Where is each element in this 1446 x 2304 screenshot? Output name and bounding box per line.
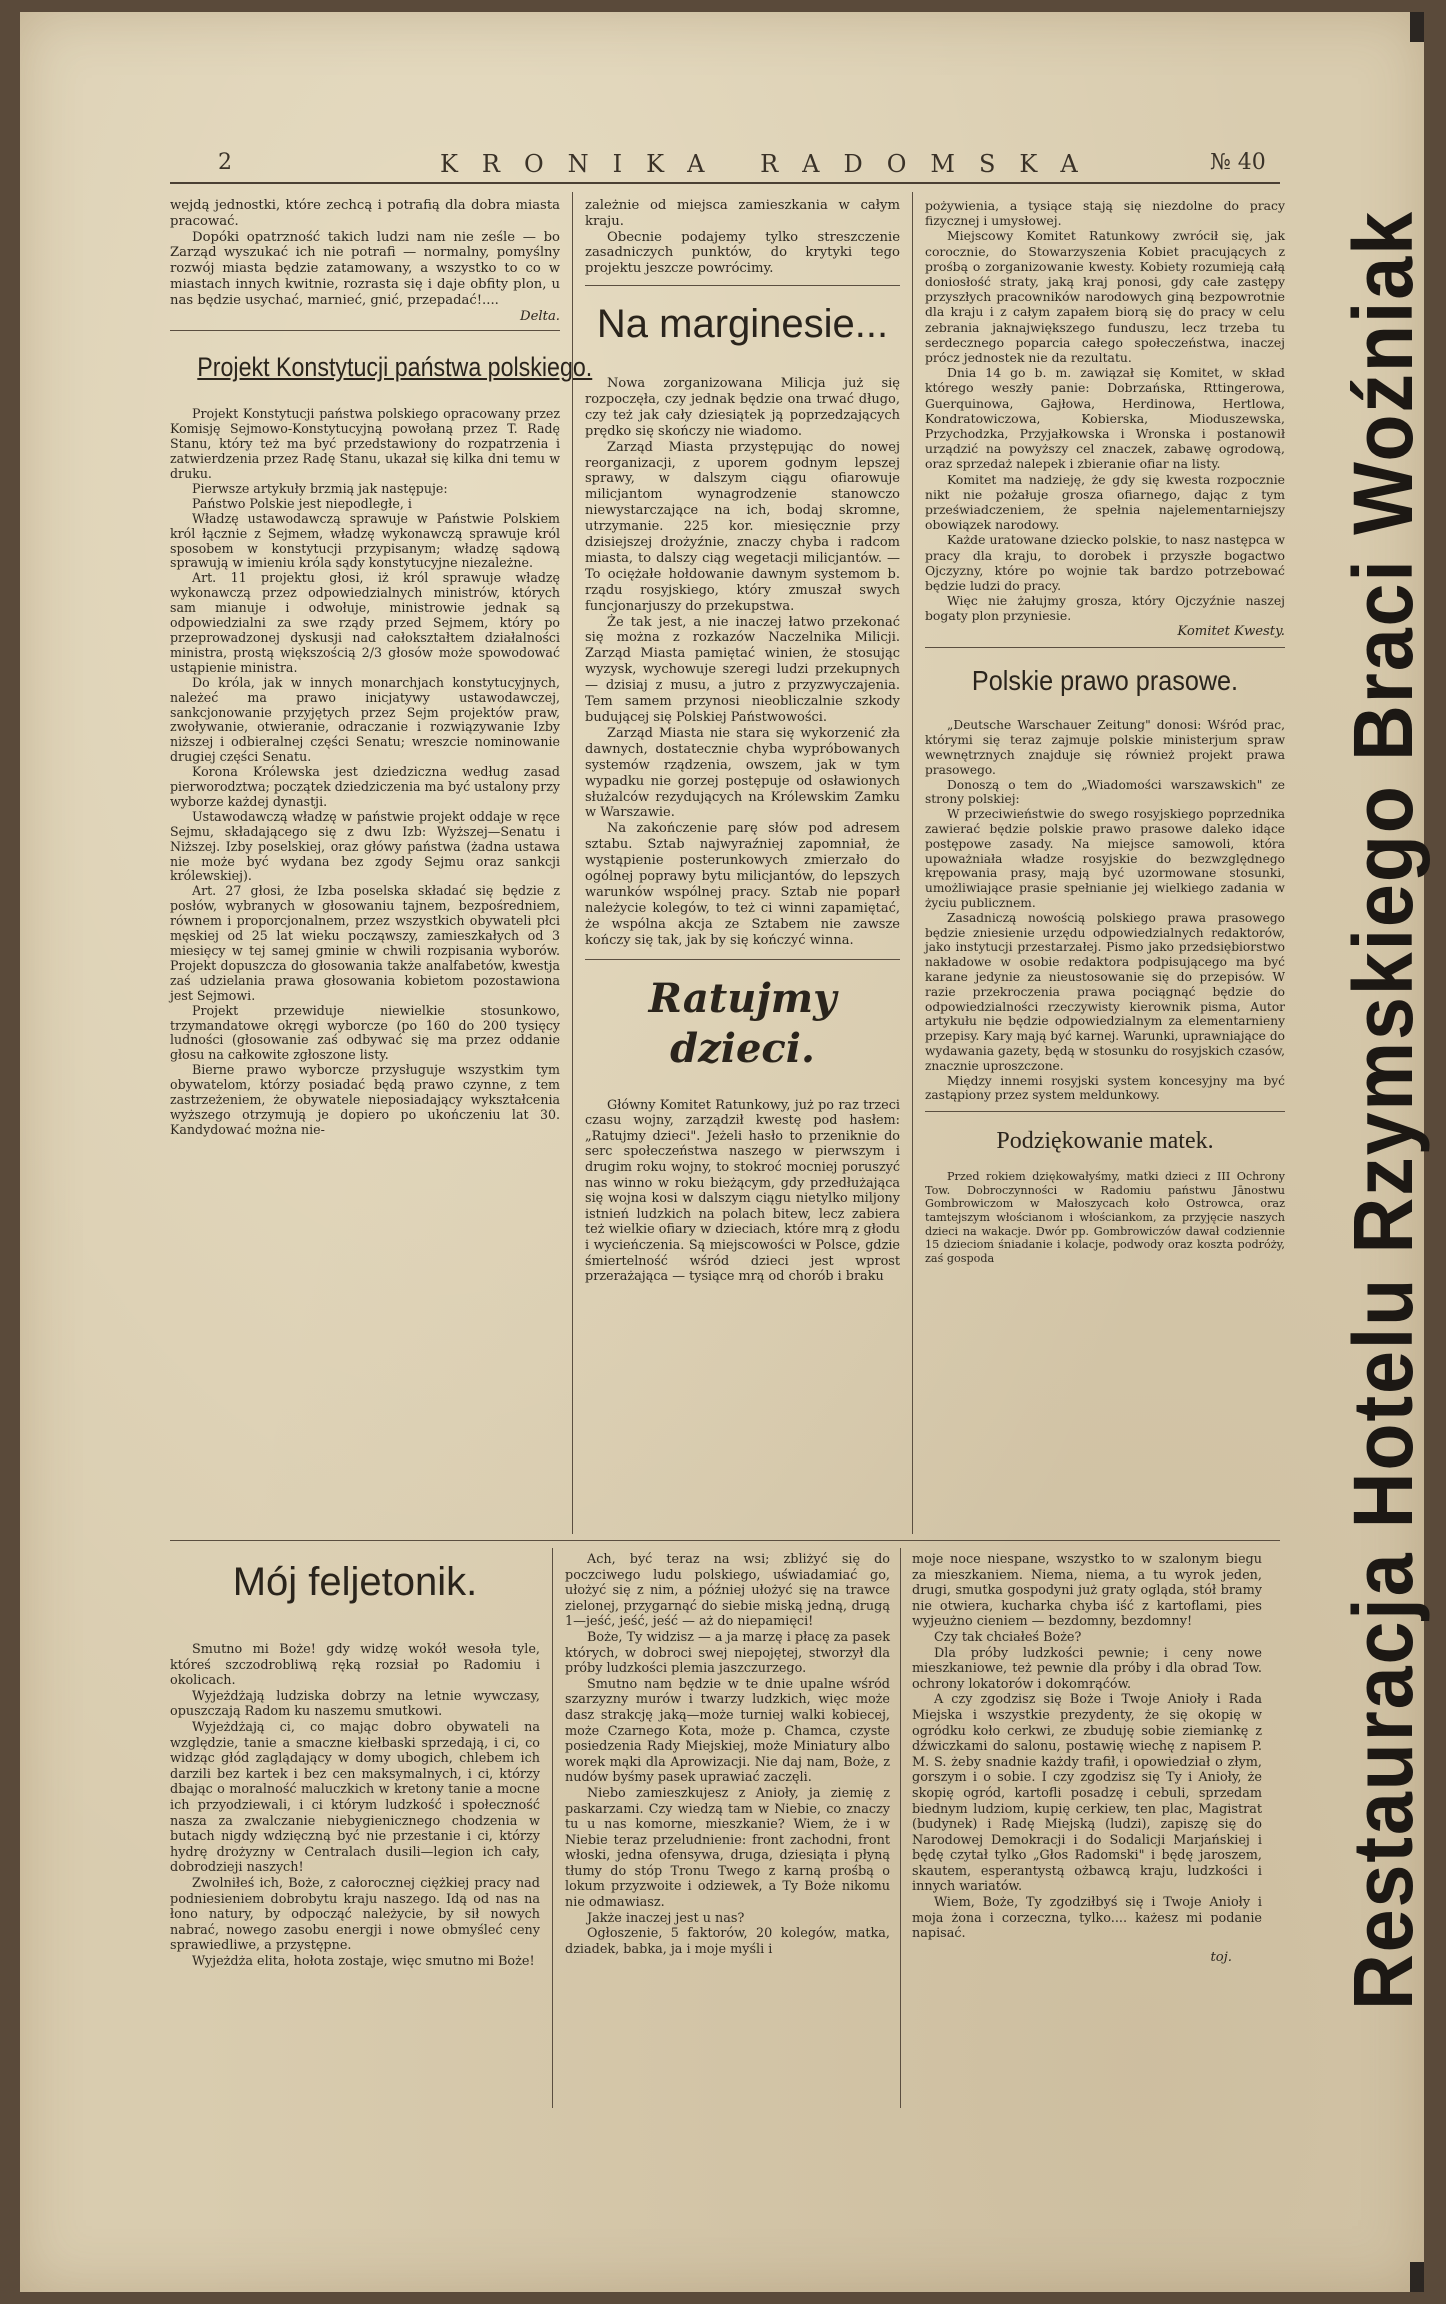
paragraph: Obecnie podajemy tylko streszczenie zasadniczych punktów, do krytyki tego projektu jeszcze powrócimy. (585, 229, 900, 277)
column-3 (925, 198, 1285, 1265)
article-body (925, 1170, 1285, 1265)
paragraph: Dnia 14 go b. m. zawiązał się Komitet, w skład którego weszły panie: Dobrzańska, Rttingerowa, Guerquinowa, Gajłowa, Herdinowa, Hertlowa, Kondratowiczowa, Kobierska, Mioduszewska, Przychodzka, Przyjałkowska i Wronska i postanowił urządzić na powyższy cel znaczek, zabawę ogrodową, oraz sprzedaż nalepek i zbieranie ofiar na listy. (925, 365, 1285, 472)
paragraph: wejdą jednostki, które zechcą i potrafią dla dobra miasta pracować. (170, 198, 560, 229)
signature: Delta. (520, 308, 560, 324)
paragraph: Art. 27 głosi, że Izba poselska składać się będzie z posłów, wybranych w głosowaniu tajnem, bezpośredniem, równem i proporcjonalnem, przez wszystkich obywateli płci męskiej od 25 lat wieku począwszy, zamieszkałych od 3 miesięcy w tej samej gminie w chwili rozpisania wyborów. Projekt dopuszcza do głosowania także analfabetów, kwestja zaś udzielania prawa głosowania kobietom pozostawiona jest Sejmowi. (170, 883, 560, 1003)
page-edge-marker (1410, 2262, 1424, 2292)
signature: toj. (1210, 1949, 1232, 1965)
divider (925, 647, 1285, 648)
paragraph: Że tak jest, a nie inaczej łatwo przekonać się można z rozkazów Naczelnika Milicji. Zarząd Miasta pamiętać winien, że stosując wyzysk, wychowuje szeregi ludzi przekupnych — dzisiaj z musu, a jutro z przyzwyczajenia. Tem samem przynosi nieobliczalnie szkody budującej się Polskiej Państwowości. (585, 614, 900, 726)
paragraph: Zasadniczą nowością polskiego prawa prasowego będzie zniesienie urzędu odpowiedzialnych redaktorów, jako instytucji przestarzałej. Pismo jako przedsiębiorstwo nakładowe w osobie redaktora podpisującego ma być karane jedynie za nieustosowanie się do przepisów. W razie przekroczenia prawa pociągnąć będzie do odpowiedzialności rzeczywisty kierownik pisma, Autor artykułu nie będzie odpowiedzialnym za elementarnieny przepisy. Kary mają być karnej. Warunki, uprawniające do wydawania gazety, będą w stosunku do rosyjskich czasów, znacznie uproszczone. (925, 910, 1285, 1073)
paragraph: Przed rokiem dziękowałyśmy, matki dzieci z III Ochrony Tow. Dobroczynności w Radomiu państwu Jānostwu Gombrowiczom w Małoszycach koło Ostrowca, oraz tamtejszym włościanom i włościankom, za przyjęcie naszych dzieci na wakacje. Dwór pp. Gombrowiczów dawał codziennie 15 dzieciom śniadanie i kolacje, podwody oraz koszta podróży, zaś gospoda (925, 1170, 1285, 1265)
paragraph: Smutno mi Boże! gdy widzę wokół wesoła tyle, któreś szczodrobliwą ręką rozsiał po Radomiu i okolicach. (170, 1642, 540, 1689)
paragraph: Bierne prawo wyborcze przysługuje wszystkim tym obywatelom, którzy posiadać będą prawo czynne, z tem zastrzeżeniem, że obywatele nieposiadający wykształcenia wyższego otrzymują je dopiero po ukończeniu lat 30. Kandydować można nie- (170, 1062, 560, 1137)
paragraph: Nowa zorganizowana Milicja już się rozpoczęła, czy jednak będzie ona trwać długo, czy też jak cały dziesiątek ją poprzedzających prędko się skończy nie wiadomo. (585, 375, 900, 439)
paragraph: Zarząd Miasta nie stara się wykorzenić zła dawnych, dostatecznie chyba wypróbowanych systemów rządzenia, owszem, jak w tym wypadku nie gorzej postępuje od osławionych służalców rezydujących na Królewskim Zamku w Warszawie. (585, 725, 900, 821)
column-divider (552, 1548, 553, 2108)
column-divider (900, 1548, 901, 2108)
paragraph: Jakże inaczej jest u nas? (587, 1910, 745, 1926)
page-number: 2 (218, 150, 232, 175)
feuilleton-body (565, 1552, 890, 1957)
paragraph: W przeciwieństwie do swego rosyjskiego poprzednika zawierać będzie polskie prawo prasowe daleko idące postępowe zasady. Na miejsce samowoli, która upoważniała władze rosyjskie do bezwzględnego krępowania prasy, mają być uzormowane stosunki, umożliwiające prasie spełnianie jej wielkiego zadania w życiu publicznem. (925, 807, 1285, 911)
paragraph: Czy tak chciałeś Boże? (934, 1629, 1082, 1645)
signature: Komitet Kwesty. (1177, 623, 1285, 639)
column-1 (170, 198, 593, 1138)
intro-text (170, 198, 560, 309)
paragraph: Smutno nam będzie w te dnie upalne wśród szarzyzny murów i twarzy ludzkich, więc może dasz strakcję jaką—może turniej walki kobiecej, może Czarnego Kota, może p. Chamca, czyste posiedzenia Rady Miejskiej, może Miniatury albo worek mąki dla Aprowizacji. Nie daj nam, Boże, z nudów byśmy pasek uprawiać zaczęli. (565, 1676, 890, 1786)
column-divider (912, 192, 913, 1534)
paragraph: Zarząd Miasta przystępując do nowej reorganizacji, z uporem godnym lepszej sprawy, w dalszym ciągu ofiarowuje milicjantom wynagrodzenie stanowczo niewystarczające na ich, bodaj skromne, utrzymanie. 225 kor. miesięcznie przy dzisiejszej drożyźnie, znaczy chyba i radcom miasta, to dalszy ciąg wegetacji milicjantów. — To ociężałe hołdowanie dawnym systemom b. rządu rosyjskiego, który zmuszał swych funcjonarjuszy do przekupstwa. (585, 439, 900, 614)
paragraph: Państwo Polskie jest niepodległe, i (192, 495, 412, 511)
paragraph: moje noce niespane, wszystko to w szalonym biegu za mieszkaniem. Niema, niema, a tu wyrok jeden, drugi, smutka gospodyni już graty ogląda, stół bramy nie otwiera, kucharka chyba iść z kartoflami, pies wyjeużno cieniem — bezdomny, bezdomny! (912, 1552, 1262, 1630)
paragraph: Projekt przewiduje niewielkie stosunkowo, trzymandatowe okręgi wyborcze (po 160 do 200 tysięcy ludności (głosowanie zaś odbywać się ma przez oddanie głosu na całkowite zgłoszone listy. (170, 1002, 560, 1063)
paragraph: Wyjeżdżają ci, co mając dobro obywateli na względzie, tanie a smaczne kiełbaski sprzedają, i ci, co widząc głód zaglądający w domy ubogich, chlebem ich darzili bez kartek i bez cen maksymalnych, i ci, którzy dbając o moralność maluczkich w kretony tanie a mocne ich przyodziewali, i ci którym ludzkość i społeczność nasza za zwalczanie niebygienicznego chodzenia w butach nigdy wdzięczną być nie przestanie i ci, którzy hydrę drożyzny w Centralach dusili—legion ich cały, dobrodzieji naszych! (170, 1719, 540, 1876)
paragraph: Główny Komitet Ratunkowy, już po raz trzeci czasu wojny, zarządził kwestę pod hasłem: „Ratujmy dzieci". Jeżeli hasło to przeniknie do serc społeczeństwa naszego w pierwszym i drugim roku wojny, to stokroć mocniej poruszyć nas winno w roku bieżącym, gdy przedłużająca się wojna kosi w dalszym ciągu nietylko miljony istnień ludzkich na polach bitew, lecz zabiera też wielkie ofiary w dzieciach, które mrą z głodu i wycieńczenia. Są miejscowości w Polsce, gdzie śmiertelność wśród dzieci jest wprost przerażająca — tysiące mrą od chorób i braku (585, 1097, 900, 1285)
vertical-advertisement: Restauracja Hotelu Rzymskiego Braci Woźniak (1336, 210, 1430, 2011)
divider (585, 959, 900, 960)
paragraph: Między innemi rosyjski system koncesyjny ma być zastąpiony przez system meldunkowy. (925, 1073, 1285, 1103)
feuilleton-column-b (565, 1552, 890, 1957)
feuilleton-column-c (912, 1552, 1262, 1966)
paragraph: pożywienia, a tysiące stają się niezdolne do pracy fizycznej i umysłowej. (925, 198, 1285, 229)
column-divider (572, 192, 573, 1534)
article-heading: Na marginesie... (596, 301, 889, 346)
paragraph: Miejscowy Komitet Ratunkowy zwrócił się, jak corocznie, do Stowarzyszenia Kobiet pracujących z prośbą o zorganizowanie kwesty. Kobiety rozumieją całą doniosłość straty, jaką kraj ponosi, gdy całe zastępy przyszłych pracowników narodowych giną bezpowrotnie dla kraju i z całym zapałem biorą się do pracy w celu zebrania jaknajwiększego funduszu, lecz trzeba tu serdecznego poparcia całego społeczeństwa, inaczej prócz jednostek nie da rezultatu. (925, 228, 1285, 366)
feuilleton-body (912, 1552, 1262, 1942)
article-body (170, 407, 560, 1137)
article-body (585, 1098, 900, 1285)
page-edge-marker (1410, 12, 1424, 42)
paragraph: Boże, Ty widzisz — a ja marzę i płacę za pasek których, w dobroci swej niepojętej, stworzył dla próby ludzkości plemia jaszczurzego. (565, 1629, 890, 1677)
paragraph: Komitet ma nadzieję, że gdy się kwesta rozpocznie nikt nie pożałuje grosza ofiarnego, dając z tym przeświadczeniem, że spełnia najelementarniejszy obowiązek narodowy. (925, 471, 1285, 533)
paragraph: Korona Królewska jest dziedziczna według zasad pierworodztwa; początek dziedziczenia ma być ustalony przy wyborze każdej dynastji. (170, 764, 561, 809)
paragraph: Wiem, Boże, Ty zgodziłbyś się i Twoje Anioły i moja żona i corzeczna, tylko.... każesz mi podanie napisać. (912, 1895, 1262, 1942)
paragraph: Na zakończenie parę słów pod adresem sztabu. Sztab najwyraźniej zapomniał, że wystąpienie posterunkowych zmierzało do ogólnej poprawy bytu milicjantów, do lepszych warunków wspólnej pracy. Sztab nie poparł należycie kolegów, to też ci winni zapamiętać, że wspólna akcja ze Sztabem nie zawsze kończy się tak, jak by się kończyć winna. (585, 821, 900, 948)
paragraph: Ach, być teraz na wsi; zbliżyć się do poczciwego ludu polskiego, uświadamiać go, ułożyć się z nim, a później ułożyć się na trawce zielonej, przygarnąć do siebie miską jedną, drugą 1—jeść, jeść, jeść — aż do niepamięci! (565, 1552, 890, 1630)
paragraph: zależnie od miejsca zamieszkania w całym kraju. (585, 198, 900, 229)
paragraph: Zwolniłeś ich, Boże, z całorocznej ciężkiej pracy nad podniesieniem dobrobytu kraju naszego. Idą od nas na łono natury, by odpocząć należycie, by sił nowych nabrać, nowego zasobu energji i nowe obmyśleć ceny sprawiedliwe, a przystępne. (170, 1875, 540, 1954)
article-heading: Polskie prawo prasowe. (971, 665, 1239, 697)
paragraph: Pierwsze artykuły brzmią jak następuje: (192, 480, 448, 496)
paragraph: Wyjeżdża elita, hołota zostaje, więc smutno mi Boże! (192, 1953, 535, 1969)
article-heading: Ratujmy dzieci. (648, 974, 837, 1072)
article-heading: Projekt Konstytucji państwa polskiego. (197, 352, 593, 383)
paragraph: Projekt Konstytucji państwa polskiego opracowany przez Komisję Sejmowo-Konstytucyjną powołaną przez T. Radę Stanu, który też ma być przedstawiony do rozpatrzenia i zatwierdzenia przez Radę Stanu, ukazał się kilka dni temu w druku. (170, 406, 560, 481)
paragraph: Niebo zamieszkujesz z Anioły, ja ziemię z paskarzami. Czy wiedzą tam w Niebie, co znaczy tu u nas komorne, mieszkanie? Wiem, że i w Niebie teraz przeludnienie: front zachodni, front włoski, jedna ofensywa, druga, dziesiąta i płyną tłumy do stóp Tronu Twego z karną prośbą o lokum przyzwoite i odziewek, a Ty Boże nikomu nie odmawiasz. (565, 1785, 890, 1911)
paragraph: Art. 11 projektu głosi, iż król sprawuje władzę wykonawczą przez odpowiedzialnych ministrów, których sam mianuje i odwołuje, ministrowie jednak są odpowiedzialni za swe rządy przed Sejmem, który po przeprowadzonej dyskusji nad całokształtem działalności ministra, prostą większością 2/3 głosów może spowodować ustąpienie ministra. (170, 570, 560, 675)
masthead-title: KRONIKA RADOMSKA (440, 150, 1102, 178)
paragraph: Dla próby ludzkości pewnie; i ceny nowe mieszkaniowe, też pewnie dla próby i dla obrad Tow. ochrony lokatorów i dokomrąćów. (912, 1645, 1262, 1692)
masthead-rule (170, 182, 1280, 184)
paragraph: Ogłoszenie, 5 faktorów, 20 kolegów, matka, dziadek, babka, ja i moje myśli i (565, 1926, 890, 1957)
feuilleton-heading: Mój feljetonik. (232, 1560, 478, 1604)
issue-number: № 40 (1210, 150, 1266, 175)
paragraph: Donoszą o tem do „Wiadomości warszawskich" ze strony polskiej: (925, 777, 1285, 807)
article-body (585, 376, 900, 949)
paragraph: A czy zgodzisz się Boże i Twoje Anioły i Rada Miejska i wszystkie prezydenty, że się okopię w ogródku koło cerkwi, ze zbuduję sobie ziemiankę z dźwiczkami do salonu, postawię wiechę z napisem P. M. S. żeby snadnie każdy trafił, i opowiedział o złym, gorszym i o sobie. I czy zgodzisz się Ty i Anioły, że skopię ogród, kartofli posadzę i cebuli, sprzedam biednym ludziom, kupię cerkiew, ten plac, Magistrat (budynek) i Radę Miejską (ludzi), zapiszę się do Narodowej Demokracji i do Sodalicji Marjańskiej i będę czytał tylko „Głos Radomski" i będę jaroszem, skautem, esperantystą ożbawcą kraju, ludzkości i innych wariatów. (912, 1692, 1262, 1895)
paragraph: Więc nie żałujmy grosza, który Ojczyźnie naszej bogaty plon przyniesie. (925, 593, 1285, 624)
article-body (925, 198, 1285, 624)
paragraph: Każde uratowane dziecko polskie, to nasz następca w pracy dla kraju, to dorobek i przyszłe bogactwo Ojczyzny, które po wojnie tak bardzo potrzebować będzie ludzi do pracy. (925, 532, 1285, 594)
divider (925, 1111, 1285, 1112)
divider (170, 330, 560, 331)
feuilleton-column-a (170, 1552, 540, 1969)
paragraph: „Deutsche Warschauer Zeitung" donosi: Wśród prac, którymi się teraz zajmuje polskie ministerjum spraw wewnętrznych znajduje się również projekt prawa prasowego. (925, 718, 1285, 777)
paragraph: Władzę ustawodawczą sprawuje w Państwie Polskiem król łącznie z Sejmem, władzę wykonawczą sprawuje król sposobem w konstytucji przypisanym; władzę sądową sprawują w imieniu króla sądy konstytucyjne niezależne. (170, 510, 560, 571)
paragraph: Wyjeżdżają ludziska dobrzy na letnie wywczasy, opuszczają Radom ku naszemu smutkowi. (170, 1688, 540, 1720)
divider (585, 285, 900, 286)
feuilleton-body (170, 1642, 540, 1969)
paragraph: Dopóki opatrzność takich ludzi nam nie ześle — bo Zarząd wyszukać ich nie potrafi — normalny, pomyślny rozwój miasta będzie zatamowany, a wszystko to co w miastach innych kwitnie, rozrasta się i daje obfity plon, u nas będzie usychać, marnieć, gnić, przepadać!.... (170, 229, 560, 308)
column-2 (585, 198, 900, 1285)
paragraph: Ustawodawczą władzę w państwie projekt oddaje w ręce Sejmu, składającego się z dwu Izb: Wyższej—Senatu i Niższej. Izby poselskiej, oraz główy państwa (żadna ustawa nie może być wydana bez zgody Sejmu oraz sankcji królewskiej). (170, 808, 560, 884)
paragraph: Do króla, jak w innych monarchjach konstytucyjnych, należeć ma prawo inicjatywy ustawodawczej, sankcjonowanie przyjętych przez Sejm projektów praw, zwoływanie, otwieranie, odraczanie i rozwiązywanie Izby niższej i odbieralnej części Senatu; wreszcie nominowanie drugiej części Senatu. (170, 674, 560, 765)
section-rule (170, 1540, 1280, 1541)
article-body (925, 718, 1285, 1103)
article-heading: Podziękowanie matek. (996, 1128, 1214, 1155)
